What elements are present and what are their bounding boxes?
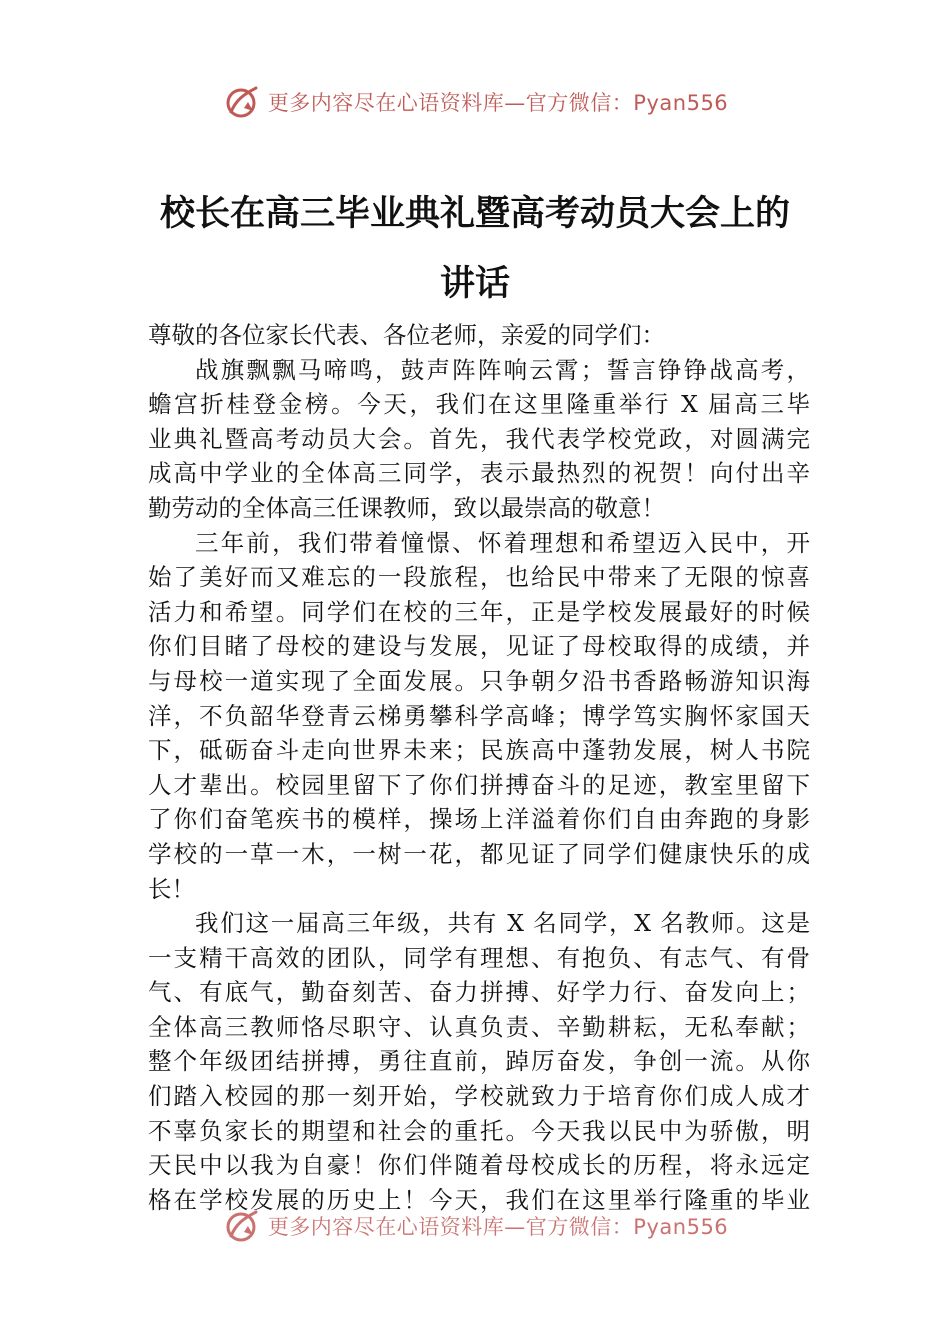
body-text-line: 勤劳动的全体高三任课教师，致以最崇高的敬意！	[148, 493, 665, 522]
body-text-line: 一支精干高效的团队，同学有理想、有抱负、有志气、有骨	[148, 943, 810, 972]
body-text-line: 与母校一道实现了全面发展。只争朝夕沿书香路畅游知识海	[148, 666, 810, 695]
document-body	[148, 318, 810, 1217]
body-text-line: 我们这一届高三年级，共有 X 名同学，X 名教师。这是	[195, 909, 810, 938]
body-text-line: 长！	[148, 874, 195, 903]
watermark-text: 更多内容尽在心语资料库—官方微信：Pyan556	[267, 91, 729, 115]
body-text-line: 们踏入校园的那一刻开始，学校就致力于培育你们成人成才	[148, 1082, 810, 1111]
body-text-line: 不辜负家长的期望和社会的重托。今天我以民中为骄傲，明	[148, 1116, 810, 1145]
body-text-line: 全体高三教师恪尽职守、认真负责、辛勤耕耘，无私奉献；	[148, 1012, 810, 1041]
watermark-header	[0, 82, 950, 122]
body-text-line: 蟾宫折桂登金榜。今天，我们在这里隆重举行 X 届高三毕	[148, 390, 810, 419]
body-text-line: 三年前，我们带着憧憬、怀着理想和希望迈入民中，开	[195, 528, 810, 557]
pen-swirl-logo-icon	[222, 1206, 262, 1246]
body-text-line: 始了美好而又难忘的一段旅程，也给民中带来了无限的惊喜	[148, 563, 810, 592]
watermark-footer	[0, 1206, 950, 1246]
pen-swirl-logo-icon	[222, 82, 262, 122]
body-text-line: 洋，不负韶华登青云梯勇攀科学高峰；博学笃实胸怀家国天	[148, 701, 810, 730]
body-text-line: 格在学校发展的历史上！今天，我们在这里举行隆重的毕业	[148, 1185, 810, 1214]
body-text-line: 活力和希望。同学们在校的三年，正是学校发展最好的时候	[148, 597, 810, 626]
body-text-line: 整个年级团结拼搏，勇往直前，踔厉奋发，争创一流。从你	[148, 1047, 810, 1076]
body-text-line: 天民中以我为自豪！你们伴随着母校成长的历程，将永远定	[148, 1151, 810, 1180]
body-text-line: 学校的一草一木，一树一花，都见证了同学们健康快乐的成	[148, 839, 810, 868]
body-text-line: 成高中学业的全体高三同学，表示最热烈的祝贺！向付出辛	[148, 459, 810, 488]
body-text-line: 你们目睹了母校的建设与发展，见证了母校取得的成绩，并	[148, 632, 810, 661]
body-text-line: 尊敬的各位家长代表、各位老师，亲爱的同学们：	[148, 321, 665, 349]
body-text-line: 气、有底气，勤奋刻苦、奋力拼搏、好学力行、奋发向上；	[148, 978, 810, 1007]
body-text-line: 了你们奋笔疾书的模样，操场上洋溢着你们自由奔跑的身影	[148, 805, 810, 834]
watermark-text: 更多内容尽在心语资料库—官方微信：Pyan556	[267, 1215, 729, 1239]
body-text-line: 下，砥砺奋斗走向世界未来；民族高中蓬勃发展，树人书院	[148, 736, 810, 765]
document-title-line-1: 校长在高三毕业典礼暨高考动员大会上的	[159, 194, 790, 234]
document-title-line-2: 讲话	[439, 264, 510, 304]
body-text-line: 人才辈出。校园里留下了你们拼搏奋斗的足迹，教室里留下	[148, 770, 810, 799]
body-text-line: 业典礼暨高考动员大会。首先，我代表学校党政，对圆满完	[148, 424, 810, 453]
body-text-line: 战旗飘飘马啼鸣，鼓声阵阵响云霄；誓言铮铮战高考，	[195, 355, 810, 384]
